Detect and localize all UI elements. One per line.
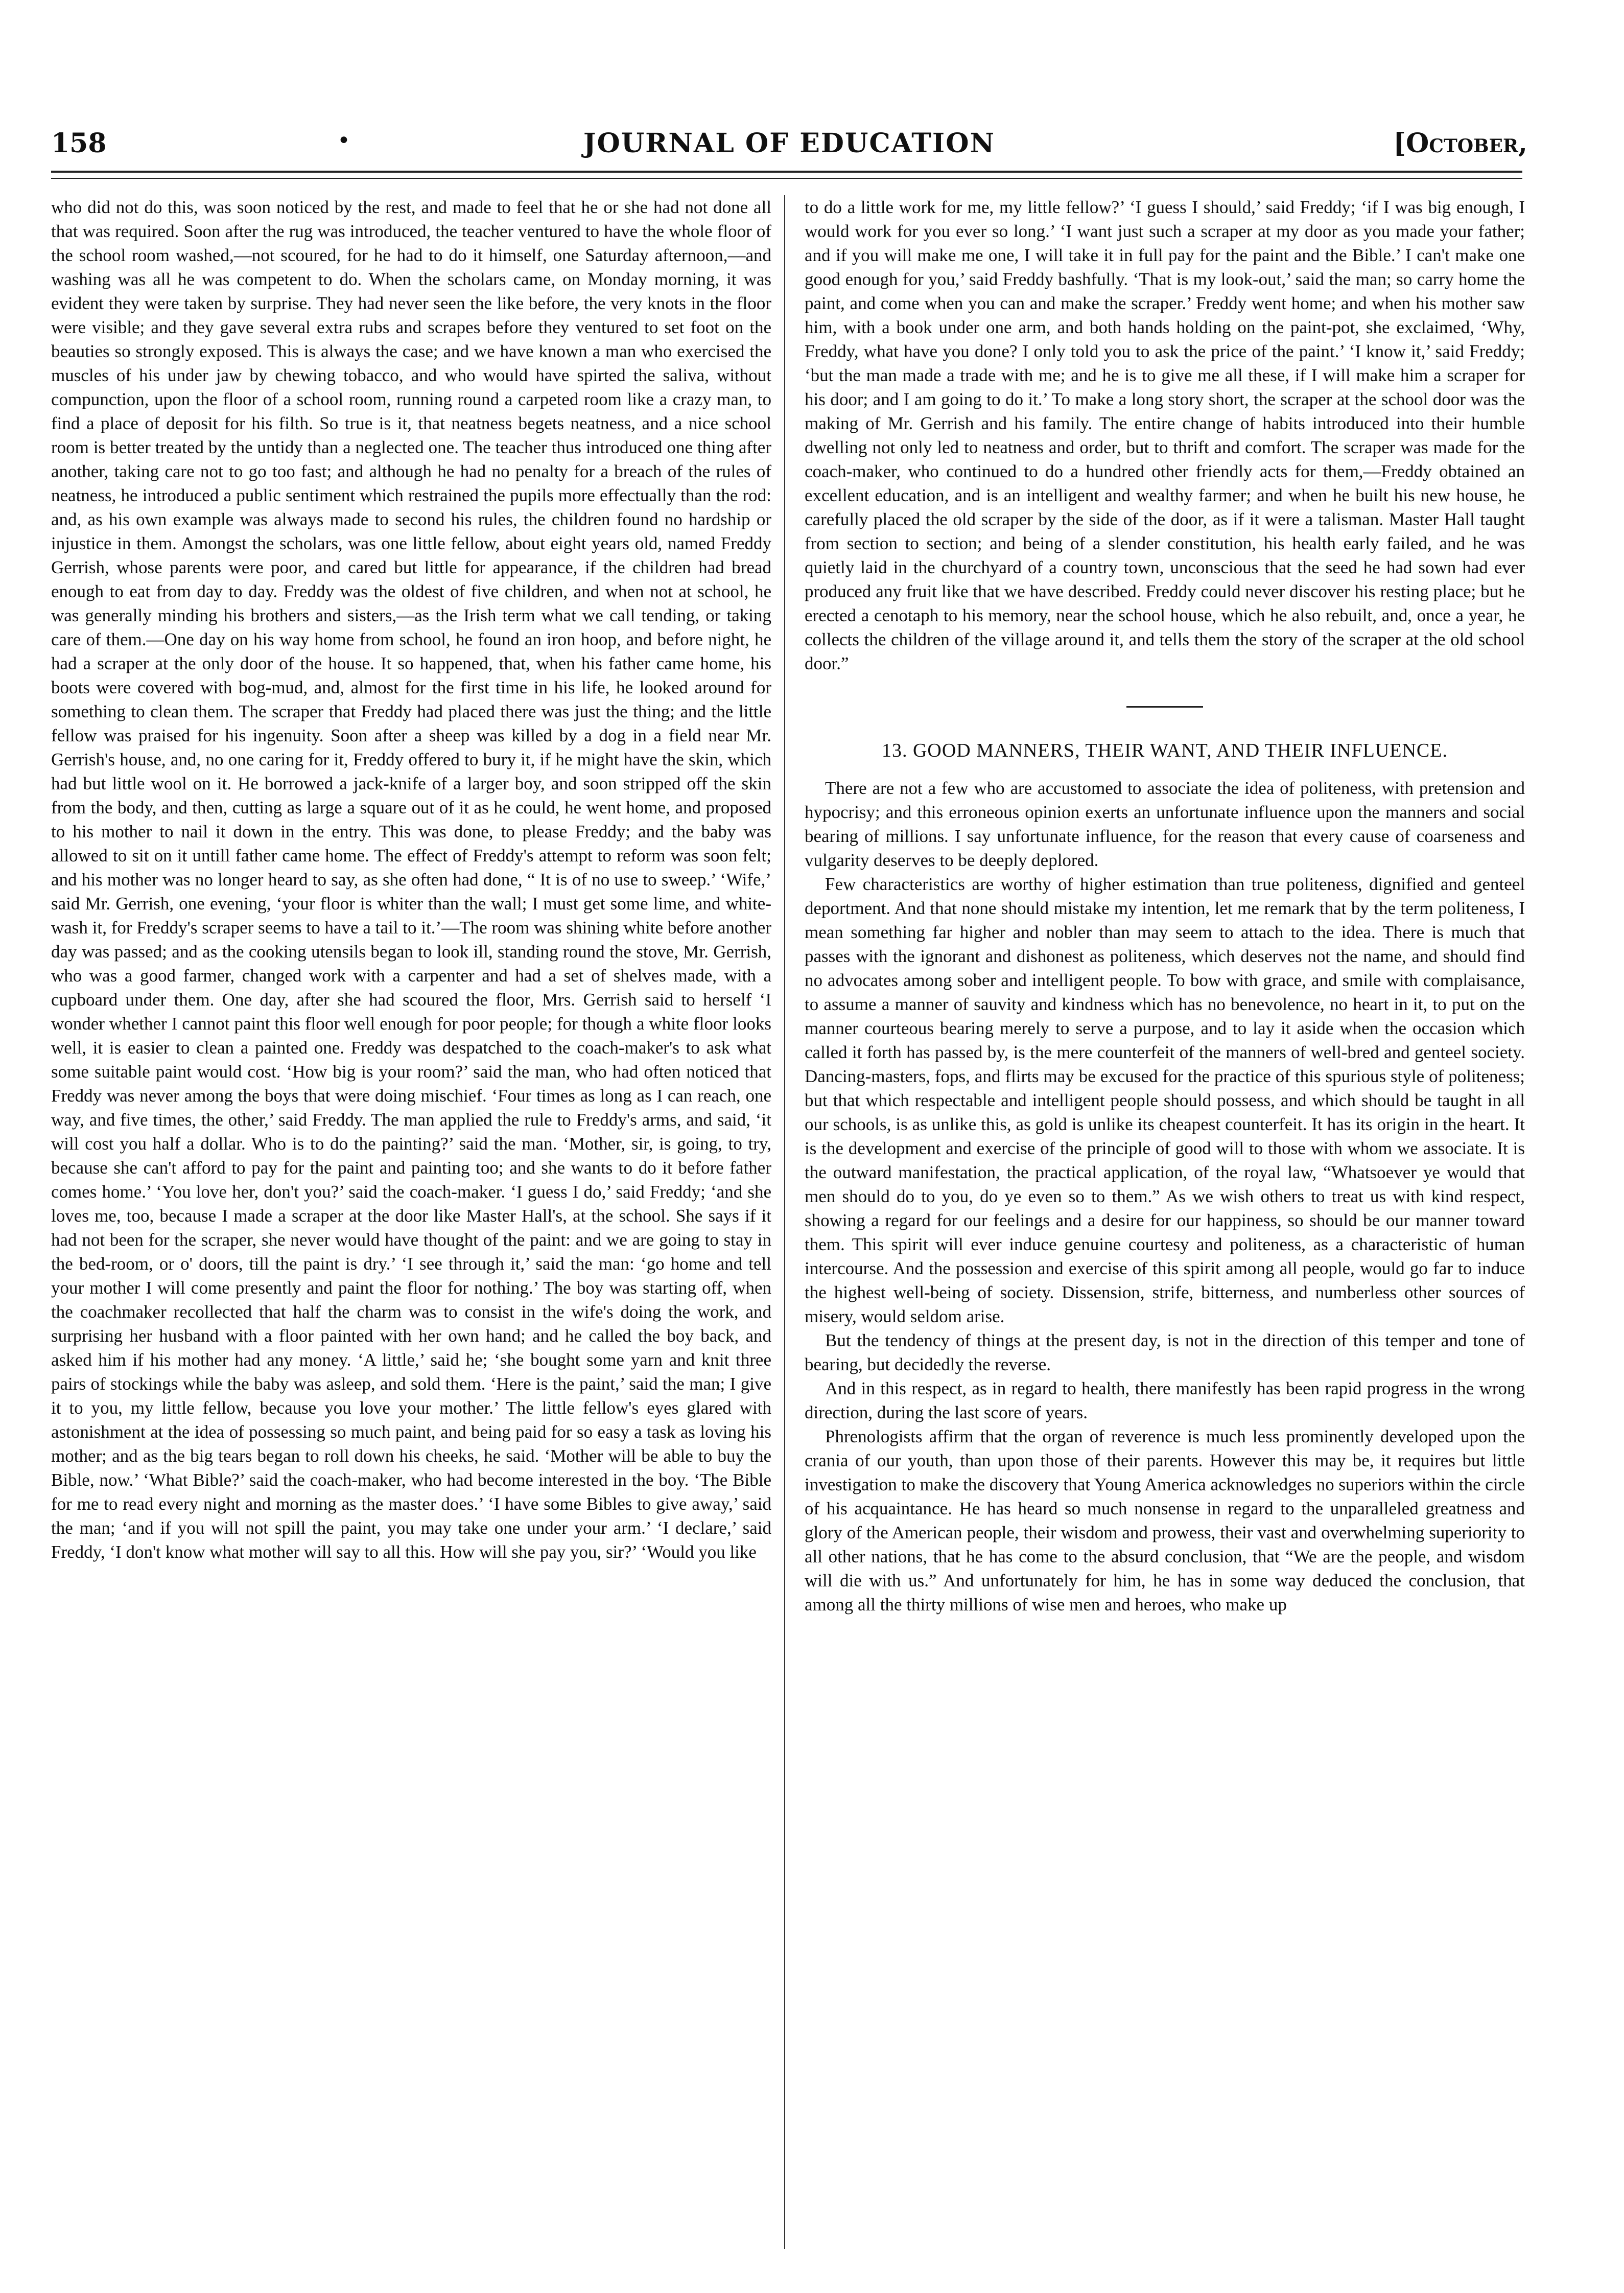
article-paragraph: Phrenologists affirm that the organ of reverence is much less prominently developed upon the crania of our youth, than upon those of their parents. However this may be, it requires but little investigation to make the discovery that Young America acknowledges no superiors within the circle of his acquaintance. He has heard so much nonsense in regard to the unparalleled greatness and glory of the American people, their wisdom and prowess, their vast and overwhelming superiority to all other nations, that he has come to the absurd conclusion, that “We are the people, and wisdom will die with us.” And unfortunately for him, he has in some way deduced the conclusion, that among all the thirty millions of wise men and heroes, who make up <box>805 1426 1525 1615</box>
article-paragraph: Few characteristics are worthy of higher estimation than true politeness, dignified and genteel deportment. And that none should mistake my intention, let me remark that by the term politeness, I mean something far higher and nobler than may seem to attach to the idea. There is much that passes with the ignorant and dishonest as politeness, which deserves not the name, and should find no advocates among sober and intelligent people. To bow with grace, and smile with complaisance, to assume a manner of sauvity and kindness which has no benevolence, no heart in it, to put on the manner courteous bearing merely to serve a purpose, and to lay it aside when the occasion which called it forth has passed by, is the mere counterfeit of the manners of well-bred and genteel society. Dancing-masters, fops, and flirts may be excused for the practice of this spurious style of politeness; but that which respectable and intelligent people should possess, and which should be taught in all our schools, is as unlike this, as gold is unlike its cheapest counterfeit. It has its origin in the heart. It is the development and exercise of the principle of good will to those with whom we associate. It is the outward manifestation, the practical application, of the royal law, “Whatsoever ye would that men should do to you, do ye even so to them.” As we wish others to treat us with kind respect, showing a regard for our feelings and a desire for our happiness, so should be our manner toward them. This spirit will ever induce genuine courtesy and politeness, as a characteristic of human intercourse. And the possession and exercise of this spirit among all people, would go far to induce the highest well-being of society. Dissension, strife, bitterness, and numberless other sources of misery, would seldom arise. <box>805 874 1525 1326</box>
header-rule-thin <box>51 178 1522 179</box>
running-header <box>51 128 1527 163</box>
section-heading: 13. GOOD MANNERS, THEIR WANT, AND THEIR INFLUENCE. <box>881 740 1448 761</box>
page-number: 158 <box>51 128 107 159</box>
left-paragraph: who did not do this, was soon noticed by the rest, and made to feel that he or she had not done all that was required. Soon after the rug was introduced, the teacher ventured to have the whole floor of the school room washed,—not scoured, for he had to do it himself, one Saturday afternoon,—and washing was all he was competent to do. When the scholars came, on Monday morning, it was evident they were taken by surprise. They had never seen the like before, the very knots in the floor were visible; and they gave several extra rubs and scrapes before they ventured to set foot on the beauties so strongly exposed. This is always the case; and we have known a man who exercised the muscles of his under jaw by chewing tobacco, and who would have spirted the saliva, without compunction, upon the floor of a school room, running round a carpeted room like a crazy man, to find a place of deposit for his filth. So true is it, that neatness begets neatness, and a nice school room is better treated by the untidy than a neglected one. The teacher thus introduced one thing after another, taking care not to go too fast; and although he had no penalty for a breach of the rules of neatness, he introduced a public sentiment which restrained the pupils more effectually than the rod: and, as his own example was always made to second his rules, the children found no hardship or injustice in them. Amongst the scholars, was one little fellow, about eight years old, named Freddy Gerrish, whose parents were poor, and cared but little for appearance, if the children had bread enough to eat from day to day. Freddy was the oldest of five children, and when not at school, he was generally minding his brothers and sisters,—as the Irish term what we call tending, or taking care of them.—One day on his way home from school, he found an iron hoop, and before night, he had a scraper at the only door of the house. It so happened, that, when his father came home, his boots were covered with bog-mud, and, almost for the first time in his life, he looked around for something to clean them. The scraper that Freddy had placed there was just the thing; and the little fellow was praised for his ingenuity. Soon after a sheep was killed by a dog in a field near Mr. Gerrish's house, and, no one caring for it, Freddy offered to bury it, if he might have the skin, which had but little wool on it. He borrowed a jack-knife of a larger boy, and soon stripped off the skin from the body, and then, cutting as large a square out of it as he could, he went home, and proposed to his mother to nail it down in the entry. This was done, to please Freddy; and the baby was allowed to sit on it untill father came home. The effect of Freddy's attempt to reform was soon felt; and his mother was no longer heard to say, as she often had done, “ It is of no use to sweep.’ ‘Wife,’ said Mr. Gerrish, one evening, ‘your floor is whiter than the wall; I must get some lime, and white-wash it, for Freddy's scraper seems to have a tail to it.’—The room was shining white before another day was passed; and as the cooking utensils began to look ill, standing round the stove, Mr. Gerrish, who was a good farmer, changed work with a carpenter and had a set of shelves made, with a cupboard under them. One day, after she had scoured the floor, Mrs. Gerrish said to herself ‘I wonder whether I cannot paint this floor well enough for poor people; for though a white floor looks well, it is easier to clean a painted one. Freddy was despatched to the coach-maker's to ask what some suitable paint would cost. ‘How big is your room?’ said the man, who had often noticed that Freddy was never among the boys that were doing mischief. ‘Four times as long as I can reach, one way, and five times, the other,’ said Freddy. The man applied the rule to Freddy's arms, and said, ‘it will cost you half a dollar. Who is to do the painting?’ said the man. ‘Mother, sir, is going, to try, because she can't afford to pay for the paint and painting too; and she wants to do it before father comes home.’ ‘You love her, don't you?’ said the coach-maker. ‘I guess I do,’ said Freddy; ‘and she loves me, too, because I made a scraper at the door like Master Hall's, at the school. She says if it had not been for the scraper, she never would have thought of the paint: and we are going to stay in the bed-room, or o' doors, till the paint is dry.’ ‘I see through it,’ said the man: ‘go home and tell your mother I will come presently and paint the floor for nothing.’ The boy was starting off, when the coachmaker recollected that half the charm was to consist in the wife's doing the work, and surprising her husband with a floor painted with her own hand; and he called the boy back, and asked him if his mother had any money. ‘A little,’ said he; ‘she bought some yarn and knit three pairs of stockings while the baby was asleep, and sold them. ‘Here is the paint,’ said the man; I give it to you, my little fellow, because you love your mother.’ The little fellow's eyes glared with astonishment at the idea of possessing so much paint, and being paid for so easy a task as loving his mother; and as the big tears began to roll down his cheeks, he said. ‘Mother will be able to buy the Bible, now.’ ‘What Bible?’ said the coach-maker, who had become interested in the boy. ‘The Bible for me to read every night and morning as the master does.’ ‘I have some Bibles to give away,’ said the man; ‘and if you will not spill the paint, you may take one under your arm.’ ‘I declare,’ said Freddy, ‘I don't know what mother will say to all this. How will she pay you, sir?’ ‘Would you like <box>51 197 771 1562</box>
right-column <box>805 195 1525 1617</box>
section-separator <box>1126 706 1203 708</box>
article-paragraph: But the tendency of things at the present day, is not in the direction of this temper and tone of bearing, but decidedly the reverse. <box>805 1330 1525 1374</box>
issue-month: [October, <box>1393 128 1527 159</box>
journal-title: JOURNAL OF EDUCATION <box>583 128 996 159</box>
header-ornament: • <box>337 128 350 154</box>
column-divider <box>784 195 785 2249</box>
right-paragraph-continuation: to do a little work for me, my little fellow?’ ‘I guess I should,’ said Freddy; ‘if I was big enough, I would work for you ever so long.’ ‘I want just such a scraper at my door as you made your father; and if you will make me one, I will take it in full pay for the paint and the Bible.’ I can't make one good enough for you,’ said Freddy bashfully. ‘That is my look-out,’ said the man; so carry home the paint, and come when you can and make the scraper.’ Freddy went home; and when his mother saw him, with a book under one arm, and both hands holding on the paint-pot, she exclaimed, ‘Why, Freddy, what have you done? I only told you to ask the price of the paint.’ ‘I know it,’ said Freddy; ‘but the man made a trade with me; and he is to give me all these, if I will make him a scraper for his door; and I am going to do it.’ To make a long story short, the scraper at the school door was the making of Mr. Gerrish and his family. The entire change of habits introduced into their humble dwelling not only led to neatness and order, but to thrift and comfort. The scraper was made for the coach-maker, who continued to do a hundred other friendly acts for them,—Freddy obtained an excellent education, and is an intelligent and wealthy farmer; and when he built his new house, he carefully placed the old scraper by the side of the door, as if it were a talisman. Master Hall taught from section to section; and being of a slender constitution, his health early failed, and he was quietly laid in the churchyard of a country town, unconscious that the seed he had sown had ever produced any fruit like that we have described. Freddy could never discover his resting place; but he erected a cenotaph to his memory, near the school house, which he also rebuilt, and, once a year, he collects the children of the village around it, and tells them the story of the scraper at the old school door.” <box>805 197 1525 673</box>
article-paragraph: There are not a few who are accustomed to associate the idea of politeness, with pretension and hypocrisy; and this erroneous opinion exerts an unfortunate influence upon the manners and social bearing of millions. I say unfortunate influence, for the reason that every cause of coarseness and vulgarity deserves to be deeply deplored. <box>805 778 1525 870</box>
left-column <box>51 195 771 1564</box>
article-paragraph: And in this respect, as in regard to health, there manifestly has been rapid progress in the wrong direction, during the last score of years. <box>805 1378 1525 1422</box>
header-rule-thick <box>51 171 1522 173</box>
